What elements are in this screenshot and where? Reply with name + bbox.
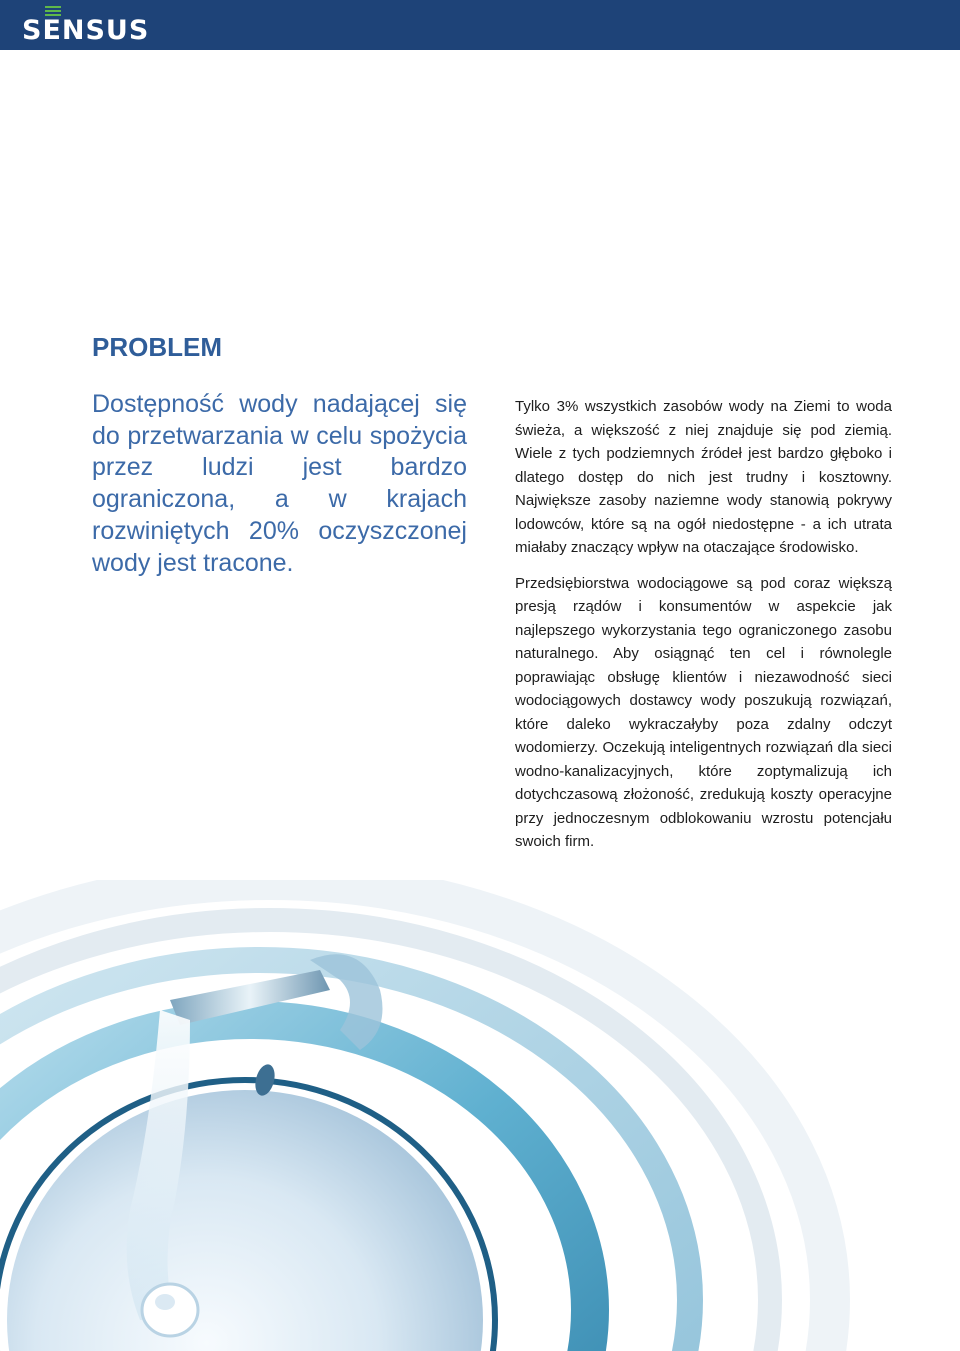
logo-text: SENSUS <box>22 15 150 46</box>
water-tap-circles-photo <box>0 880 960 1351</box>
body-paragraph: Przedsiębiorstwa wodociągowe są pod coraz większą presją rządów i konsumentów w aspekcie jak najlepszego wykorzystania tego ograniczonego zasobu naturalnego. Aby osiągnąć ten cel i równolegle poprawiając obsługę klientów i niezawodność sieci wodociągowych dostawcy wody poszukują rozwiązań, które daleko wykraczałyby poza zdalny odczyt wodomierzy. Oczekują inteligentnych rozwiązań dla sieci wodno-kanalizacyjnych, które zoptymalizują ich dotychczasową złożoność, zredukują koszty operacyjne przy jednoczesnym odblokowaniu wzrostu potencjału swoich firm. <box>515 574 892 850</box>
sensus-logo[interactable] <box>22 6 157 46</box>
header-bar <box>0 0 960 50</box>
body-column <box>515 395 892 866</box>
body-paragraph: Tylko 3% wszystkich zasobów wody na Ziemi to woda świeża, a większość z niej znajduje się pod ziemią. Wiele z tych podziemnych źródeł jest bardzo głęboko i dlatego dostęp do nich jest trudny i kosztowny. Największe zasoby naziemne wody stanowią pokrywy lodowców, które są na ogół niedostępne - a ich utrata miałaby znaczący wpływ na otaczające środowisko. <box>515 398 892 556</box>
section-title: PROBLEM <box>92 332 222 362</box>
lead-text: Dostępność wody nadającej się do przetwarzania w celu spożycia przez ludzi jest bardzo ograniczona, a w krajach rozwiniętych 20% oczyszczonej wody jest tracone. <box>92 390 467 577</box>
